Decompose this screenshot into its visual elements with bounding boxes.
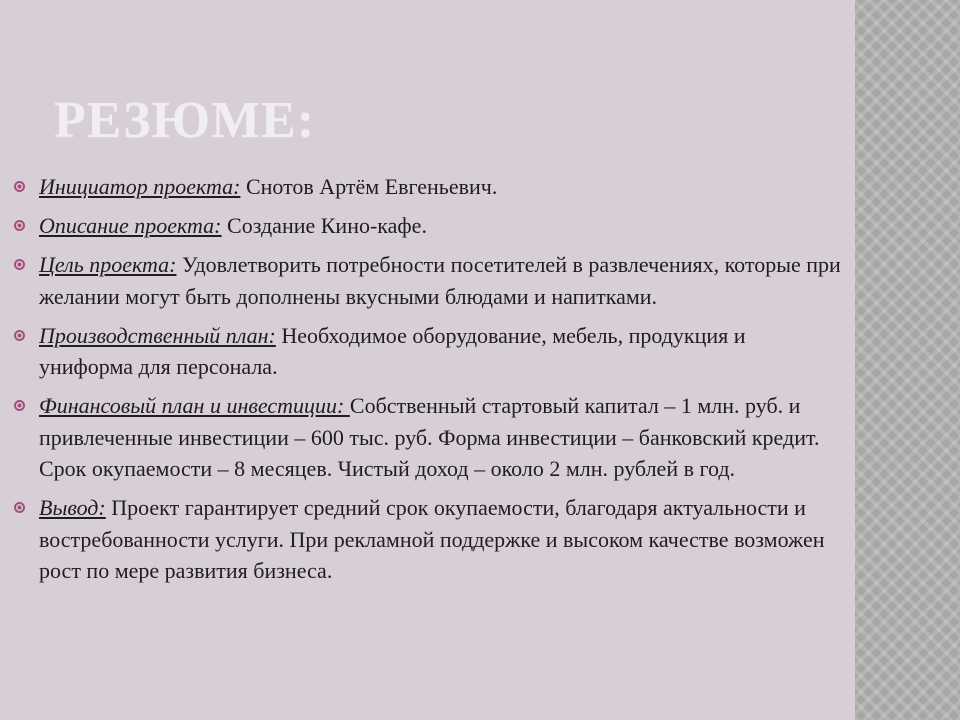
bullet-conclusion bbox=[14, 492, 844, 587]
item-label: Цель проекта: bbox=[39, 252, 177, 277]
bullet-initiator bbox=[14, 171, 844, 203]
item-text: Удовлетворить потребности посетителей в развлечениях, которые при желании могут быть дополнены вкусными блюдами и напитками. bbox=[39, 252, 841, 309]
summary-list bbox=[14, 171, 844, 594]
bullet-circle-icon bbox=[14, 220, 25, 231]
item-label: Описание проекта: bbox=[39, 213, 222, 238]
item-text: Создание Кино-кафе. bbox=[221, 213, 427, 238]
item-label: Вывод: bbox=[39, 495, 106, 520]
item-text: Собственный стартовый капитал – 1 млн. руб. и привлеченные инвестиции – 600 тыс. руб. Форма инвестиции – банковский кредит. Срок окупаемости – 8 месяцев. Чистый доход – около 2 млн. рублей в год. bbox=[39, 393, 820, 481]
bullet-production-plan bbox=[14, 320, 844, 383]
bullet-circle-icon bbox=[14, 400, 25, 411]
item-text: Необходимое оборудование, мебель, продукция и униформа для персонала. bbox=[39, 322, 746, 379]
bullet-financial-plan bbox=[14, 390, 844, 485]
item-text: Снотов Артём Евгеньевич. bbox=[240, 174, 498, 199]
page-title: РЕЗЮМЕ: bbox=[54, 92, 316, 149]
decorative-side-pattern bbox=[855, 0, 960, 720]
bullet-circle-icon bbox=[14, 330, 25, 341]
bullet-circle-icon bbox=[14, 181, 25, 192]
bullet-description bbox=[14, 210, 844, 242]
item-text: Проект гарантирует средний срок окупаемости, благодаря актуальности и востребованности услуги. При рекламной поддержке и высоком качестве возможен рост по мере развития бизнеса. bbox=[39, 495, 825, 583]
item-label: Финансовый план и инвестиции: bbox=[39, 393, 350, 418]
item-label: Производственный план: bbox=[39, 322, 276, 348]
bullet-circle-icon bbox=[14, 502, 25, 513]
item-label: Инициатор проекта: bbox=[39, 174, 241, 199]
bullet-circle-icon bbox=[14, 259, 25, 270]
bullet-goal bbox=[14, 249, 844, 312]
